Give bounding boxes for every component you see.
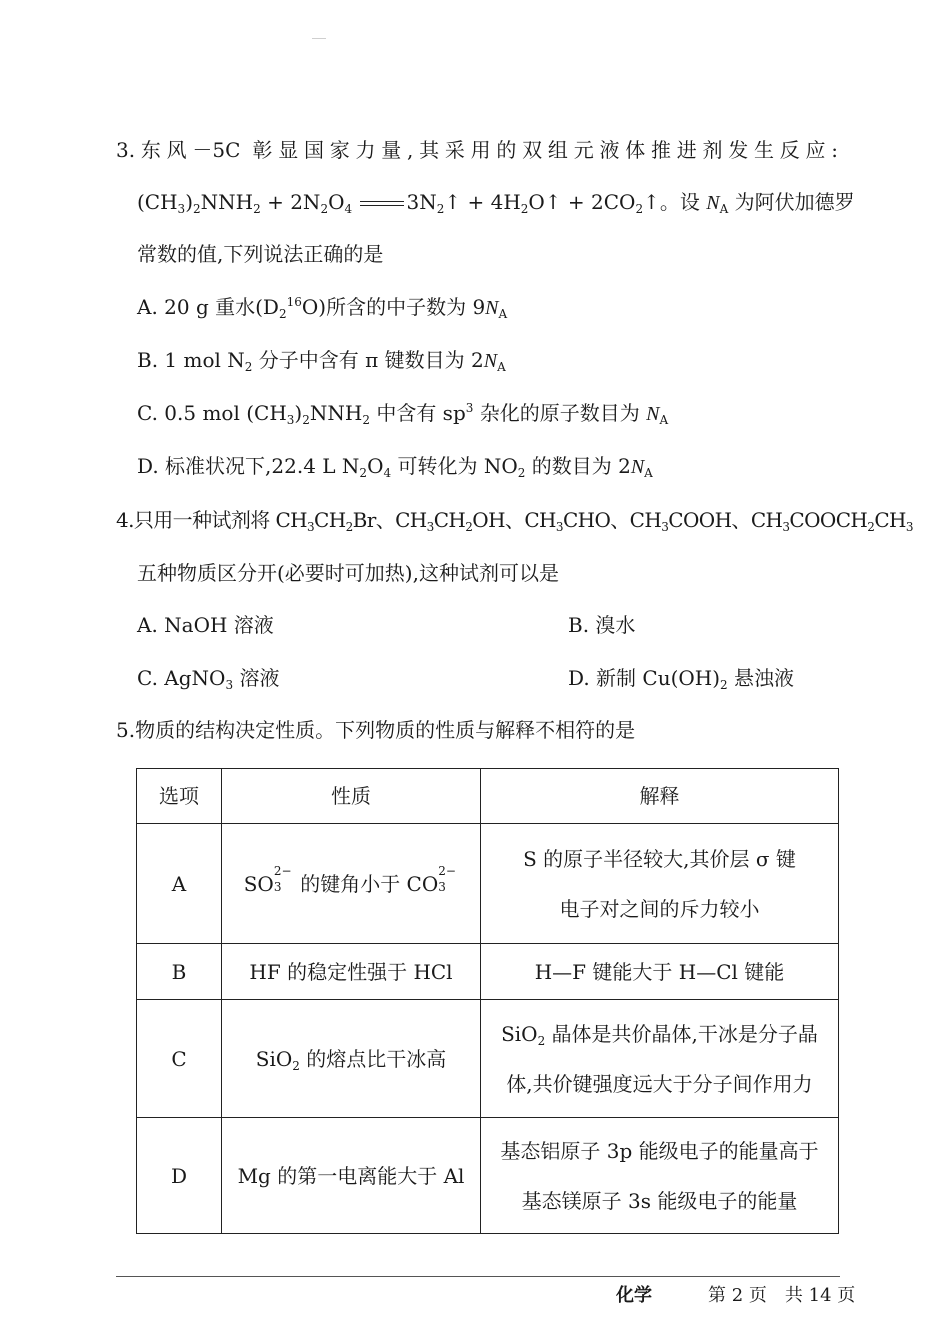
row-property: SO 2− 3 的键角小于 CO 2− 3	[222, 824, 481, 944]
row-explanation: S 的原子半径较大,其价层 σ 键 电子对之间的斥力较小	[481, 824, 839, 944]
table-row	[137, 944, 839, 1000]
row-option: C	[137, 1000, 222, 1118]
top-mark	[312, 38, 326, 39]
table-row	[137, 1000, 839, 1118]
header-explanation: 解释	[481, 769, 839, 824]
q4-stem-line1: 4.只用一种试剂将 $CH_3CH_2Br$、$CH_3CH_2OH$、$CH_3CHO$、$CH_3COOH$、$CH_3COOCH_2CH_3$	[116, 508, 913, 534]
row-option: A	[137, 824, 222, 944]
q4-option-b: B. 溴水	[568, 613, 636, 637]
q3-option-d: D. 标准状况下,22.4 L $N_2O_4$ 可转化为 $NO_2$ 的数目为 $2N_A$	[137, 454, 653, 480]
q5-stem: 5.物质的结构决定性质。下列物质的性质与解释不相符的是	[116, 718, 636, 742]
q4-option-d: D. 新制 $Cu(OH)_2$ 悬浊液	[568, 666, 795, 692]
q4-stem-line2: 五种物质区分开(必要时可加热),这种试剂可以是	[137, 561, 559, 585]
row-explanation: H—F 键能大于 H—Cl 键能	[481, 944, 839, 1000]
header-property: 性质	[222, 769, 481, 824]
table-header-row	[137, 769, 839, 824]
table-row	[137, 824, 839, 944]
row-property: Mg 的第一电离能大于 Al	[222, 1118, 481, 1234]
footer-subject: 化学	[616, 1285, 652, 1306]
q3-equation-line: $(CH_3)_2NNH_2 + 2N_2O_4$ $3N_2↑$ + $4H_2O↑$ + $2CO_2↑$。设 $N_A$ 为阿伏加德罗	[137, 190, 855, 216]
q4-option-a: A. NaOH 溶液	[137, 613, 274, 637]
table-row	[137, 1118, 839, 1234]
q3-option-a: A. 20 g 重水$(D_2^{16}O)$所含的中子数为 $9N_A$	[137, 295, 508, 321]
q3-option-c: C. 0.5 mol $(CH_3)_2NNH_2$ 中含有 $sp^3$ 杂化的原子数目为 $N_A$	[137, 401, 669, 427]
q4-option-c: C. AgNO$_3$ 溶液	[137, 666, 280, 692]
properties-table	[136, 768, 839, 1234]
footer-page-info: 第 2 页 共 14 页	[708, 1285, 856, 1306]
row-property: SiO$_2$ 的熔点比干冰高	[222, 1000, 481, 1118]
q3-stem-line1: 3.东风－5C 彰显国家力量,其采用的双组元液体推进剂发生反应:	[116, 138, 838, 162]
row-property: HF 的稳定性强于 HCl	[222, 944, 481, 1000]
header-option: 选项	[137, 769, 222, 824]
row-option: B	[137, 944, 222, 1000]
footer-rule	[116, 1276, 840, 1277]
row-option: D	[137, 1118, 222, 1234]
row-explanation: SiO$_2$ 晶体是共价晶体,干冰是分子晶 体,共价键强度远大于分子间作用力	[481, 1000, 839, 1118]
q3-option-b: B. 1 mol $N_2$ 分子中含有 π 键数目为 $2N_A$	[137, 348, 506, 374]
row-explanation: 基态铝原子 3p 能级电子的能量高于 基态镁原子 3s 能级电子的能量	[481, 1118, 839, 1234]
q3-stem-line3: 常数的值,下列说法正确的是	[137, 242, 384, 266]
